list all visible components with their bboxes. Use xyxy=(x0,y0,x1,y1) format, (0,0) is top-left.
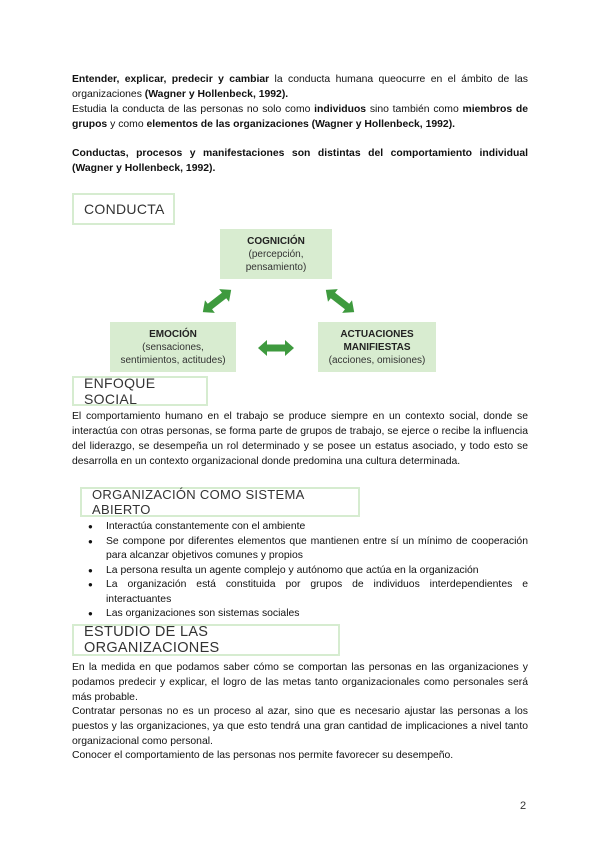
intro-bold-phrase: Entender, explicar, predecir y cambiar xyxy=(72,74,270,85)
diagram-box-cognicion xyxy=(220,229,332,279)
intro-p2-text-a: Estudia la conducta de las personas no solo como xyxy=(72,104,315,115)
emocion-sub-2: sentimientos, actitudes) xyxy=(120,354,226,366)
section-heading-conducta xyxy=(72,193,175,225)
cognicion-title: COGNICIÓN xyxy=(247,235,305,247)
actuaciones-sub: (acciones, omisiones) xyxy=(328,354,426,366)
intro-p3-bold: Conductas, procesos y manifestaciones son distintas del comportamiento individual (Wagner y Hollenbeck, 1992). xyxy=(72,148,528,174)
organizacion-bullet-list xyxy=(72,520,528,622)
diagram-box-actuaciones xyxy=(318,322,436,372)
list-item: ● Las organizaciones son sistemas sociales xyxy=(72,607,528,622)
enfoque-social-text: El comportamiento humano en el trabajo se produce siempre en un contexto social, donde se interactúa con otras personas, se forma parte de grupos de trabajo, se ejerce o recibe la influencia del liderazgo, se desempeña un rol determinado y se posee un estatus asociado, y todo esto se desarrolla en un contexto organizacional donde predomina una cultura determinada. xyxy=(72,411,528,467)
intro-p2-text-c: sino también como xyxy=(366,104,463,115)
estudio-paragraph-1 xyxy=(72,660,528,705)
section-heading-enfoque-social-label: ENFOQUE SOCIAL xyxy=(84,375,156,407)
double-arrow-icon-horizontal xyxy=(256,338,296,358)
section-heading-estudio-label: ESTUDIO DE LAS ORGANIZACIONES xyxy=(84,624,220,656)
actuaciones-title-2: MANIFIESTAS xyxy=(343,341,411,353)
list-item: ● La organización está constituida por grupos de individuos interdependientes e interactuantes xyxy=(72,578,528,607)
intro-p2-bold-1: individuos xyxy=(314,104,367,115)
intro-text: la conducta humana queocurre en el ámbito de las organizaciones xyxy=(72,74,528,100)
estudio-text-1: En la medida en que podamos saber cómo se comportan las personas en las organizaciones y podamos predecir y explicar, el logro de las metas tanto organizacionales como personales será más probable. xyxy=(72,662,528,703)
estudio-paragraph-2 xyxy=(72,704,528,749)
intro-p2-bold-2: miembros de grupos xyxy=(72,104,528,130)
intro-paragraph-3 xyxy=(72,146,528,176)
emocion-sub-1: (sensaciones, xyxy=(142,341,204,353)
intro-paragraph-1 xyxy=(72,72,528,102)
emocion-title: EMOCIÓN xyxy=(149,328,197,340)
page-number: 2 xyxy=(520,800,527,812)
estudio-paragraph-3 xyxy=(72,748,528,763)
section-heading-estudio xyxy=(72,624,340,656)
double-arrow-icon-right-diagonal xyxy=(320,286,360,316)
section-heading-organizacion-label: ORGANIZACIÓN COMO SISTEMA ABIERTO xyxy=(92,487,304,517)
estudio-text-3: Conocer el comportamiento de las personas nos permite favorecer su desempeño. xyxy=(72,750,454,761)
section-heading-enfoque-social xyxy=(72,376,208,406)
section-heading-conducta-label: CONDUCTA xyxy=(84,201,165,217)
section-heading-organizacion xyxy=(80,487,360,517)
list-item: ● La persona resulta un agente complejo y autónomo que actúa en la organización xyxy=(72,564,528,579)
intro-p2-text-d: y como xyxy=(107,119,147,130)
intro-p2-bold-3: elementos de las organizaciones (Wagner y Hollenbeck, 1992). xyxy=(146,119,456,130)
diagram-box-emocion xyxy=(110,322,236,372)
cognicion-sub-2: pensamiento) xyxy=(245,261,307,273)
intro-citation: (Wagner y Hollenbeck, 1992). xyxy=(144,89,289,100)
double-arrow-icon-left-diagonal xyxy=(197,286,237,316)
enfoque-social-paragraph xyxy=(72,409,528,469)
estudio-text-2: Contratar personas no es un proceso al azar, sino que es necesario ajustar las personas a los puestos y las organizaciones, ya que esto tendrá una gran cantidad de implicaciones a nivel tanto organizacional como personal. xyxy=(72,706,528,747)
actuaciones-title-1: ACTUACIONES xyxy=(340,328,414,340)
intro-paragraph-2 xyxy=(72,102,528,132)
cognicion-sub-1: (percepción, xyxy=(248,248,304,260)
list-item: ● Se compone por diferentes elementos que mantienen entre sí un mínimo de cooperación para alcanzar objetivos comunes y propios xyxy=(72,535,528,564)
list-item: ● Interactúa constantemente con el ambiente xyxy=(72,520,528,535)
